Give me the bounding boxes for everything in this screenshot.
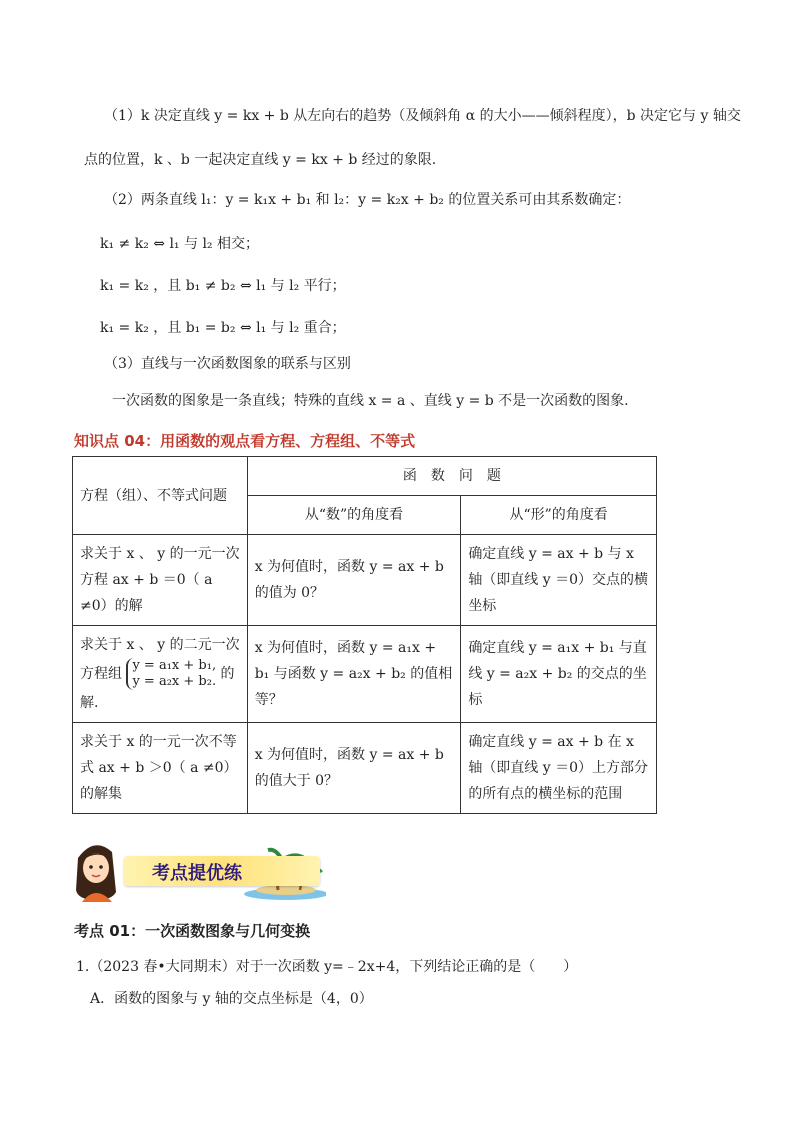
table-row xyxy=(73,723,657,814)
cell-problem: 求关于 x 、 y 的一元一次方程 ax + b ＝0（ a ≠0）的解 xyxy=(73,535,248,626)
cell-shape: 确定直线 y = ax + b 与 x 轴（即直线 y ＝0）交点的横坐标 xyxy=(461,535,657,626)
function-view-table xyxy=(72,456,657,814)
rule-coincide: k₁ = k₂ ，且 b₁ = b₂ ⇔ l₁ 与 l₂ 重合； xyxy=(100,320,346,336)
note-3-detail: 一次函数的图象是一条直线；特殊的直线 x = a 、直线 y = b 不是一次函数的图象. xyxy=(112,393,629,409)
header-problem: 方程（组）、不等式问题 xyxy=(73,457,248,535)
rule-parallel: k₁ = k₂ ，且 b₁ ≠ b₂ ⇔ l₁ 与 l₂ 平行； xyxy=(100,278,346,294)
cell-number: x 为何值时，函数 y = ax + b 的值大于 0？ xyxy=(247,723,461,814)
cell-problem xyxy=(73,626,248,723)
equation-1: y = a₁x + b₁, xyxy=(132,658,217,673)
knowledge-point-title: 知识点 04：用函数的观点看方程、方程组、不等式 xyxy=(74,432,416,450)
option-a[interactable]: A．函数的图象与 y 轴的交点坐标是（4，0） xyxy=(90,991,373,1007)
equation-system xyxy=(126,658,216,690)
cell-shape: 确定直线 y = ax + b 在 x 轴（即直线 y ＝0）上方部分的所有点的横坐标的范围 xyxy=(461,723,657,814)
header-function: 函 数 问 题 xyxy=(247,457,656,496)
rule-intersect: k₁ ≠ k₂ ⇔ l₁ 与 l₂ 相交； xyxy=(100,236,259,252)
banner-label: 考点提优练 xyxy=(152,863,242,884)
cell-number: x 为何值时，函数 y = a₁x + b₁ 与函数 y = a₂x + b₂ 的值相等？ xyxy=(247,626,461,723)
problem-prefix: 求关于 x 、 y 的二元一次方程组 xyxy=(80,637,240,682)
cell-number: x 为何值时，函数 y = ax + b 的值为 0？ xyxy=(247,535,461,626)
note-1-line-2: 点的位置，k 、b 一起决定直线 y = kx + b 经过的象限. xyxy=(84,152,437,168)
practice-banner xyxy=(72,838,326,902)
question-stem: 1.（2023 春•大同期末）对于一次函数 y=﹣2x+4，下列结论正确的是（ ） xyxy=(76,959,578,975)
note-3: （3）直线与一次函数图象的联系与区别 xyxy=(104,356,351,372)
table-row xyxy=(73,535,657,626)
section-title: 考点 01：一次函数图象与几何变换 xyxy=(74,922,311,940)
note-1-line-1: （1）k 决定直线 y = kx + b 从左向右的趋势（及倾斜角 α 的大小——倾斜程度），b 决定它与 y 轴交 xyxy=(104,108,741,124)
note-2: （2）两条直线 l₁：y = k₁x + b₁ 和 l₂：y = k₂x + b₂ 的位置关系可由其系数确定： xyxy=(104,192,631,208)
header-number-view: 从“数”的角度看 xyxy=(247,496,461,535)
cell-shape: 确定直线 y = a₁x + b₁ 与直线 y = a₂x + b₂ 的交点的坐标 xyxy=(461,626,657,723)
problem-suffix: 的解. xyxy=(80,666,235,711)
cell-problem: 求关于 x 的一元一次不等式 ax + b ＞0（ a ≠0）的解集 xyxy=(73,723,248,814)
girl-mascot-icon xyxy=(76,845,116,902)
header-shape-view: 从“形”的角度看 xyxy=(461,496,657,535)
table-row xyxy=(73,626,657,723)
equation-2: y = a₂x + b₂. xyxy=(132,674,217,689)
